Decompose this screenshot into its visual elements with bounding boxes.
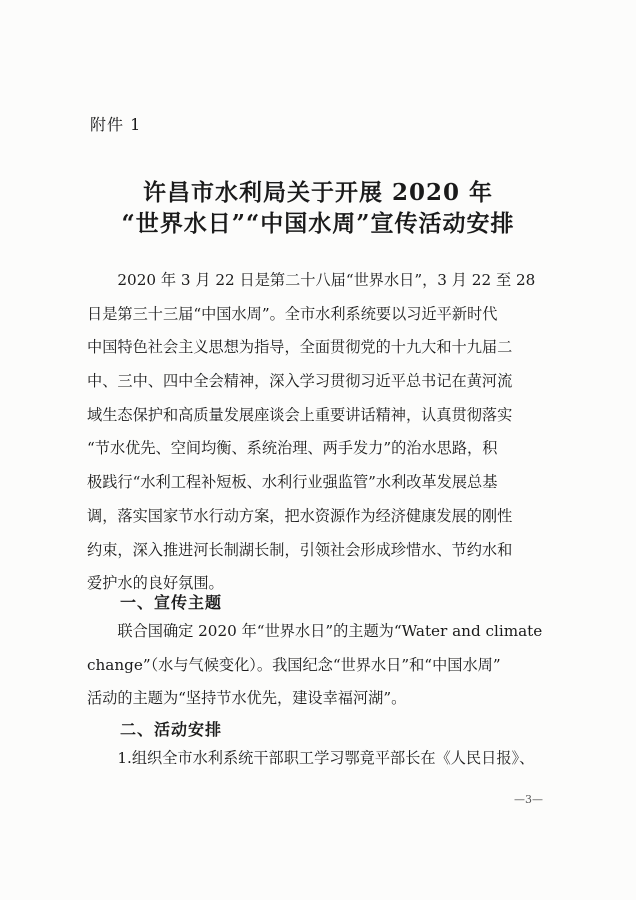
paragraph-line: 日是第三十三届“中国水周”。全市水利系统要以习近平新时代 [87, 304, 498, 323]
paragraph-line: 爱护水的良好氛围。 [87, 574, 224, 593]
paragraph-line: change”（水与气候变化）。我国纪念“世界水日”和“中国水周” [87, 655, 501, 674]
attachment-label: 附件 1 [90, 115, 142, 134]
activities-paragraph [87, 742, 557, 776]
document-title-line-1: 许昌市水利局关于开展 2020 年 [142, 179, 494, 206]
paragraph-line: 极践行“水利工程补短板、水利行业强监管”水利改革发展总基 [87, 473, 498, 492]
paragraph-line: 活动的主题为“坚持节水优先，建设幸福河湖”。 [87, 689, 407, 708]
paragraph-line: 域生态保护和高质量发展座谈会上重要讲话精神，认真贯彻落实 [87, 405, 513, 424]
document-title-line-2: “世界水日”“中国水周”宣传活动安排 [121, 210, 515, 237]
paragraph-line: 1.组织全市水利系统干部职工学习鄂竟平部长在《人民日报》、 [87, 749, 535, 767]
paragraph-line: 调，落实国家节水行动方案，把水资源作为经济健康发展的刚性 [87, 506, 513, 525]
section-heading-activities: 二、活动安排 [120, 720, 223, 739]
paragraph-line: 中、三中、四中全会精神，深入学习贯彻习近平总书记在黄河流 [87, 372, 513, 391]
page-number: —3— [514, 793, 543, 806]
section-heading-theme: 一、宣传主题 [120, 593, 223, 612]
paragraph-line: 中国特色社会主义思想为指导，全面贯彻党的十九大和十九届二 [87, 338, 513, 357]
theme-paragraph [87, 615, 557, 716]
paragraph-line: 约束，深入推进河长制湖长制，引领社会形成珍惜水、节约水和 [87, 540, 513, 559]
intro-paragraph [87, 264, 557, 601]
paragraph-line: 联合国确定 2020 年“世界水日”的主题为“Water and climate [87, 622, 543, 640]
paragraph-line: “节水优先、空间均衡、系统治理、两手发力”的治水思路，积 [87, 439, 498, 458]
paragraph-line: 2020 年 3 月 22 日是第二十八届“世界水日”，3 月 22 至 28 [87, 271, 536, 289]
